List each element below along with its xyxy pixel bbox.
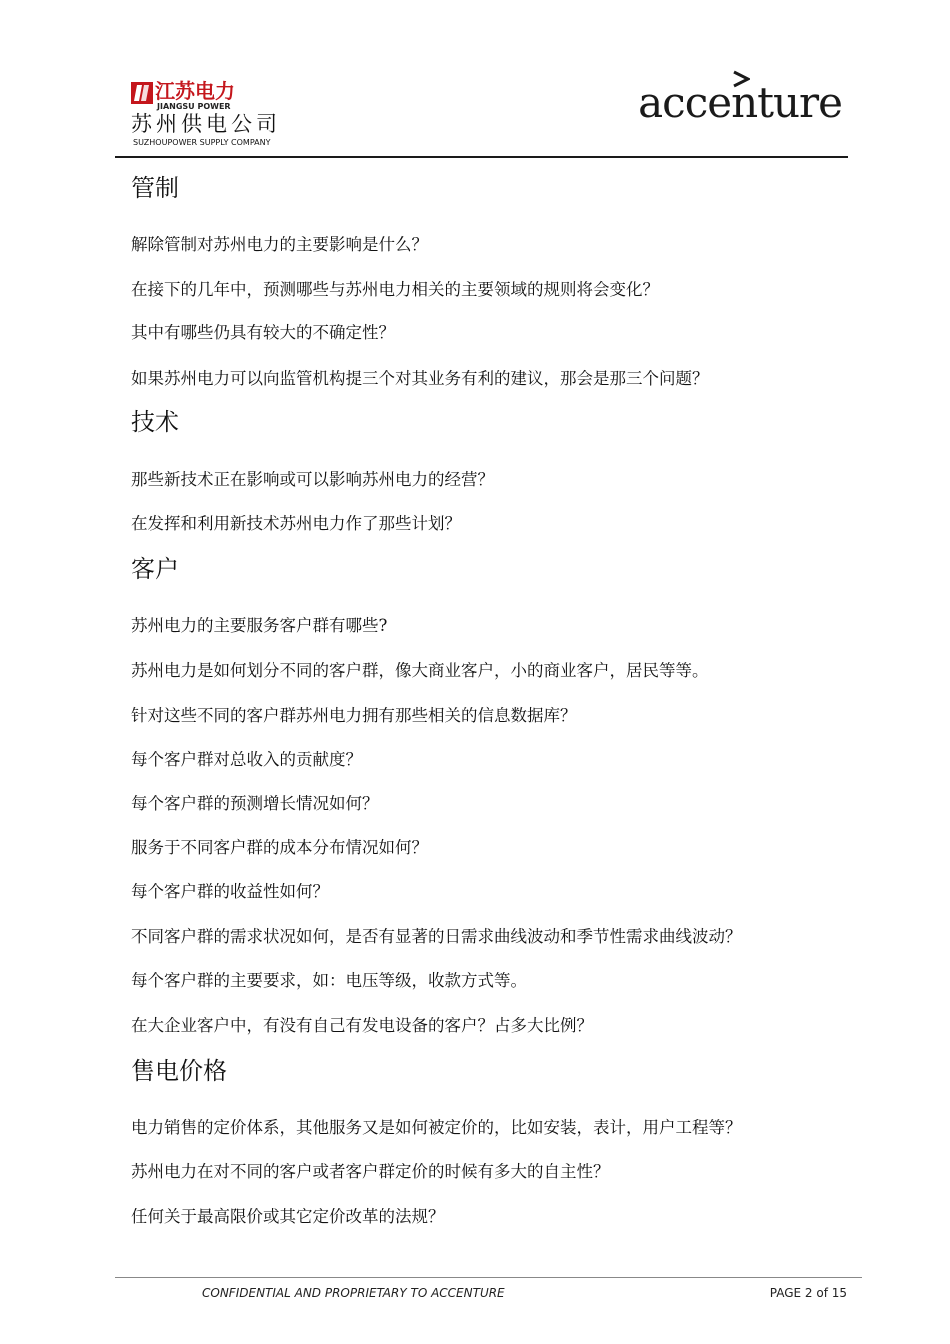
section-regulation	[131, 174, 851, 388]
question-item: 在大企业客户中，有没有自己有发电设备的客户？占多大比例？	[131, 1016, 593, 1035]
section-heading: 技术	[131, 408, 179, 436]
question-item: 苏州电力的主要服务客户群有哪些?	[131, 616, 388, 635]
section-electricity-pricing	[131, 1057, 851, 1226]
question-item: 服务于不同客户群的成本分布情况如何？	[131, 838, 428, 857]
question-item: 每个客户群的收益性如何？	[131, 882, 329, 901]
question-item: 解除管制对苏州电力的主要影响是什么？	[131, 235, 428, 254]
question-item: 如果苏州电力可以向监管机构提三个对其业务有利的建议，那会是那三个问题？	[131, 369, 709, 388]
jiangsu-power-mark-icon	[131, 82, 153, 104]
question-item: 针对这些不同的客户群苏州电力拥有那些相关的信息数据库？	[131, 706, 577, 725]
jiangsu-power-logo	[131, 80, 321, 150]
brand-name-cn: 江苏电力	[155, 79, 235, 103]
page-number: PAGE 2 of 15	[769, 1286, 847, 1300]
page-footer	[115, 1277, 862, 1300]
section-heading: 售电价格	[131, 1057, 227, 1085]
question-item: 其中有哪些仍具有较大的不确定性？	[131, 323, 395, 342]
section-customers	[131, 555, 851, 1035]
question-item: 每个客户群的主要要求，如：电压等级，收款方式等。	[131, 971, 527, 990]
accenture-wordmark: accenture	[638, 78, 842, 127]
brand-name-en: JIANGSU POWER	[157, 102, 231, 111]
company-name-cn: 苏州供电公司	[131, 112, 281, 136]
question-item: 电力销售的定价体系，其他服务又是如何被定价的，比如安装，表计，用户工程等？	[131, 1118, 742, 1137]
footer-divider	[115, 1277, 862, 1278]
confidential-notice: CONFIDENTIAL AND PROPRIETARY TO ACCENTURE	[202, 1286, 505, 1300]
question-item: 在发挥和利用新技术苏州电力作了那些计划？	[131, 514, 461, 533]
question-item: 苏州电力是如何划分不同的客户群，像大商业客户，小的商业客户，居民等等。	[131, 661, 709, 680]
question-item: 每个客户群对总收入的贡献度？	[131, 750, 362, 769]
question-item: 那些新技术正在影响或可以影响苏州电力的经营？	[131, 470, 494, 489]
accenture-logo	[622, 70, 842, 130]
section-heading: 管制	[131, 174, 179, 202]
company-name-en: SUZHOUPOWER SUPPLY COMPANY	[133, 138, 271, 147]
question-item: 每个客户群的预测增长情况如何？	[131, 794, 379, 813]
question-item: 苏州电力在对不同的客户或者客户群定价的时候有多大的自主性？	[131, 1162, 610, 1181]
section-technology	[131, 408, 851, 533]
question-item: 不同客户群的需求状况如何，是否有显著的日需求曲线波动和季节性需求曲线波动？	[131, 927, 742, 946]
page-header	[115, 70, 848, 158]
header-divider	[115, 156, 848, 158]
section-heading: 客户	[131, 555, 179, 583]
question-item: 任何关于最高限价或其它定价改革的法规？	[131, 1207, 445, 1226]
question-item: 在接下的几年中，预测哪些与苏州电力相关的主要领域的规则将会变化？	[131, 280, 659, 299]
